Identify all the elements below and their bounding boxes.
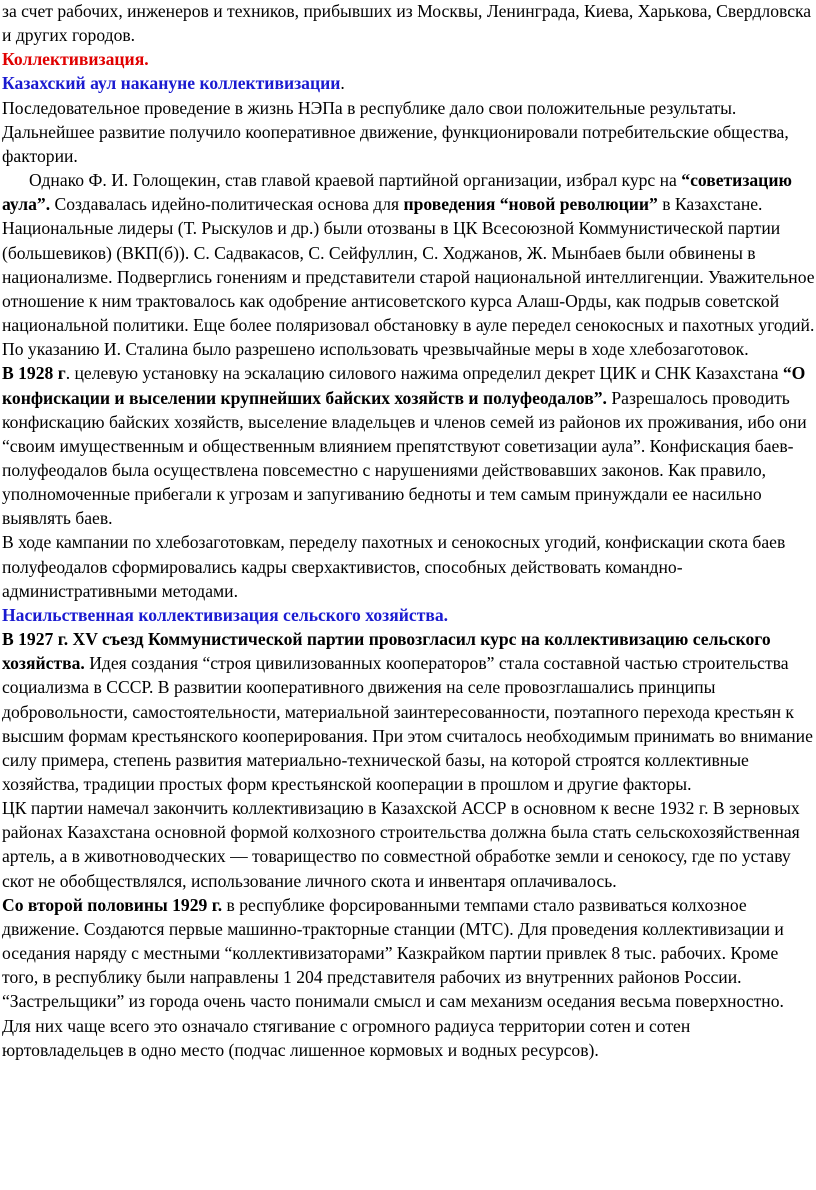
- paragraph-central-committee: [2, 796, 816, 893]
- paragraph-text: за счет рабочих, инженеров и техников, прибывших из Москвы, Ленинграда, Киева, Харькова, Свердловска и других городов.: [2, 1, 812, 46]
- subheading-forced-collectivization: Насильственная коллективизация сельского хозяйства.: [2, 604, 449, 625]
- paragraph-goloshchekin: [2, 168, 816, 361]
- paragraph-text: Разрешалось проводить конфискацию байских хозяйств, выселение владельцев и членов семей из районов их проживания, ибо они “своим имущественным и общественным влиянием препятствуют советизации аула”. Конфискация баев-полуфеодалов была осуществлена повсеместно с нарушениями действовавших законов. Как правило, уполномоченные прибегали к угрозам и запугиванию бедноты и тем самым принуждали ее насильно выявлять баев.: [2, 387, 807, 529]
- paragraph-activists: [2, 530, 816, 627]
- bold-phrase: “советизацию аула”.: [2, 170, 792, 215]
- paragraph-1928-decree: [2, 361, 816, 530]
- bold-phrase: проведения “новой революции”: [403, 194, 658, 215]
- section-heading-collectivization: Коллективизация.: [2, 49, 149, 70]
- bold-phrase: В 1927 г. XV съезд Коммунистической партии провозгласил курс на коллективизацию сельского хозяйства.: [2, 629, 771, 674]
- paragraph-text: Идея создания “строя цивилизованных кооператоров” стала составной частью строительства социализма в СССР. В развитии кооперативного движения на селе провозглашались принципы добровольности, самостоятельности, материальной заинтересованности, поэтапного перехода крестьян к высшим формам крестьянского кооперирования. При этом считалось необходимым принимать во внимание силу примера, степень развития материально-технической базы, на которой строятся коллективные хозяйства, традиции простых форм крестьянской кооперации в прошлом и другие факторы.: [2, 653, 813, 794]
- paragraph-text: Создавалась идейно-политическая основа для: [50, 194, 404, 215]
- paragraph-1927-congress: [2, 627, 816, 796]
- paragraph-text: Последовательное проведение в жизнь НЭПа в республике дало свои положительные результаты. Дальнейшее развитие получило кооперативное движение, функционировали потребительские общества, фактории.: [2, 97, 789, 166]
- bold-phrase: В 1928 г: [2, 363, 66, 384]
- paragraph-text: в Казахстане. Национальные лидеры (Т. Рыскулов и др.) были отозваны в ЦК Всесоюзной Коммунистической партии (большевиков) (ВКП(б)). С. Садвакасов, С. Сейфуллин, С. Ходжанов, Ж. Мынбаев были обвинены в национализме. Подверглись гонениям и представители старой национальной интеллигенции. Уважительное отношение к ним трактовалось как одобрение антисоветского курса Алаш-Орды, как подрыв советской национальной политики. Еще более поляризовал обстановку в ауле передел сенокосных и пахотных угодий. По указанию И. Сталина было разрешено использовать чрезвычайные меры в ходе хлебозаготовок.: [2, 194, 815, 360]
- bold-phrase: “О конфискации и выселении крупнейших байских хозяйств и полуфеодалов”.: [2, 363, 806, 408]
- paragraph-text: В ходе кампании по хлебозаготовкам, переделу пахотных и сенокосных угодий, конфискации скота баев полуфеодалов сформировались кадры сверхактивистов, способных действовать командно-административными методами.: [2, 532, 786, 601]
- bold-phrase: Со второй половины 1929 г.: [2, 894, 223, 915]
- subheading-kazakh-aul: Казахский аул накануне коллективизации: [2, 73, 341, 94]
- paragraph-text: Однако Ф. И. Голощекин, став главой краевой партийной организации, избрал курс на: [29, 170, 682, 191]
- paragraph-text: . целевую установку на эскалацию силового нажима определил декрет ЦИК и СНК Казахстана: [65, 363, 783, 384]
- paragraph-text: в республике форсированными темпами стало развиваться колхозное движение. Создаются первые машинно-тракторные станции (МТС). Для проведения коллективизации и оседания наряду с местными “коллективизаторами” Казкрайком партии привлек 8 тыс. рабочих. Кроме того, в республику были направлены 1 204 представителя рабочих из внутренних районов России. “Застрельщики” из города очень часто понимали смысл и сам механизм оседания весьма поверхностно. Для них чаще всего это означало стягивание с огромного радиуса территории сотен и сотен юртовладельцев в одно место (подчас лишенное кормовых и водных ресурсов).: [2, 894, 784, 1060]
- subheading-period: .: [340, 73, 345, 94]
- paragraph-1929: [2, 893, 816, 1062]
- paragraph-intro: [2, 0, 816, 168]
- paragraph-text: ЦК партии намечал закончить коллективизацию в Казахской АССР в основном к весне 1932 г. В зерновых районах Казахстана основной формой колхозного строительства должна была стать сельскохозяйственная артель, а в животноводческих — товарищество по совместной обработке земли и сенокосу, где по уставу скот не обобществлялся, использование личного скота и инвентаря оплачивалось.: [2, 798, 800, 891]
